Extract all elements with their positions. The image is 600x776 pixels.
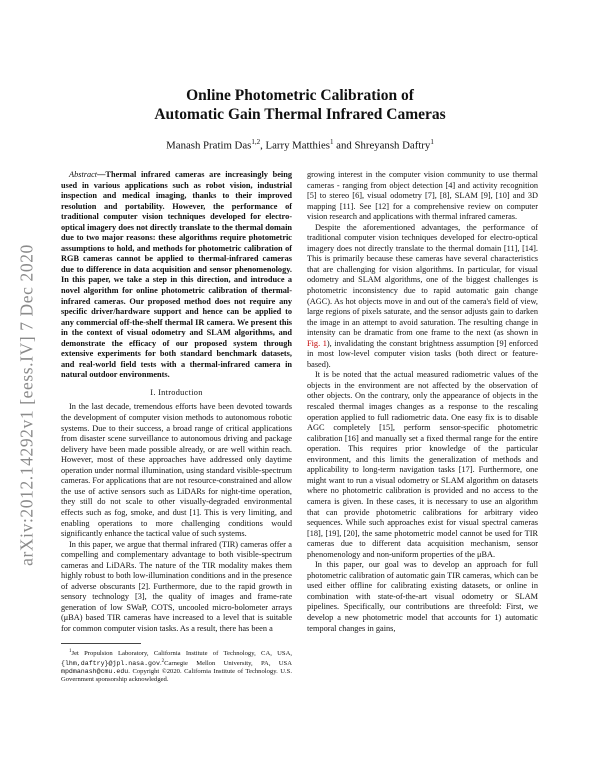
footnote-copyright: . Copyright ©2020. California Institute of Technology. U.S. Government sponsorship acknowledged. <box>61 668 292 684</box>
left-column <box>61 170 292 684</box>
intro-paragraph-2: In this paper, we argue that thermal infrared (TIR) cameras offer a compelling and complementary advantage to both visible-spectrum cameras and LiDARs. The nature of the TIR modality makes them highly robust to both low-illumination conditions and in the presence of adverse obscurants [2]. Furthermore, due to the rapid growth in sensory technology [3], the quality of images and frame-rate generation of low SWaP, COTS, uncooled micro-bolometer arrays (μBA) based TIR cameras have increased to a level that is suitable for common computer vision tasks. As a result, there has been a <box>61 539 292 633</box>
author-2-affil: 1 <box>329 138 334 146</box>
author-1: Manash Pratim Das <box>166 139 252 152</box>
footnote-sup-1: 1 <box>69 648 72 654</box>
right-column <box>307 170 538 634</box>
author-list <box>60 138 540 152</box>
intro-paragraph-6: In this paper, our goal was to develop an approach for full photometric calibration of automatic gain TIR cameras, which can be used either offline for calibrating existing datasets, or online in combination with state-of-the-art visual odometry or SLAM pipelines. Specifically, our contributions are threefold: First, we develop a new photometric model that accounts for 1) automatic temporal changes in gains, <box>307 560 538 633</box>
section-heading-introduction: I. Introduction <box>150 387 203 397</box>
intro-paragraph-4-end: ), invalidating the constant brightness assumption [9] enforced in most low-level computer vision tasks (both direct or feature-based). <box>307 338 538 369</box>
paper-title <box>60 86 540 124</box>
footnote-email-jpl: {lhm,daftry}@jpl.nasa.gov <box>61 659 160 667</box>
author-2: , Larry Matthies <box>260 139 330 152</box>
intro-paragraph-3: growing interest in the computer vision community to use thermal cameras - ranging from object detection [4] and activity recognition [5] to stereo [6], visual odometry [7], [8], SLAM [9], [10] and 3D mapping [11]. See [12] for a comprehensive review on computer vision research and applications with thermal infrared cameras. <box>307 170 538 222</box>
abstract <box>61 170 292 381</box>
footnote-divider <box>61 643 141 644</box>
intro-paragraph-4 <box>307 223 538 371</box>
abstract-label: Abstract <box>69 170 98 179</box>
title-line-2: Automatic Gain Thermal Infrared Cameras <box>154 106 446 123</box>
author-1-affil: 1,2 <box>251 138 261 146</box>
footnote-sup-2: 2 <box>161 658 165 664</box>
abstract-text: —Thermal infrared cameras are increasingly being used in various applications such as robot vision, industrial inspection and medical imaging, thanks to their improved resolution and portability. However, the performance of traditional computer vision techniques developed for electro-optical imagery does not directly translate to the thermal domain due to two major reasons: these algorithms require photometric assumptions to hold, and methods for photometric calibration of RGB cameras cannot be applied to thermal-infrared cameras due to difference in data acquisition and sensor phenomenology. In this paper, we take a step in this direction, and introduce a novel algorithm for online photometric calibration of thermal-infrared cameras. Our proposed method does not require any specific driver/hardware support and hence can be applied to any commercial off-the-shelf thermal IR camera. We present this in the context of visual odometry and SLAM algorithms, and demonstrate the efficacy of our proposed system through extensive experiments for both standard benchmark datasets, and real-world field tests with a thermal-infrared camera in natural outdoor environments. <box>61 170 292 380</box>
footnote-email-cmu: mpdmanash@cmu.edu <box>61 668 129 676</box>
arxiv-stamp-text: arXiv:2012.14292v1 [eess.IV] 7 Dec 2020 <box>16 244 37 566</box>
footnote-cmu: Carnegie Mellon University, PA, USA <box>164 659 292 667</box>
title-line-1: Online Photometric Calibration of <box>186 87 414 104</box>
intro-paragraph-1: In the last decade, tremendous efforts have been devoted towards the development of computer vision methods to autonomous robotic systems. Due to their success, a broad range of critical applications from disaster scene surveillance to autonomous driving and package delivery have been made possible already, or are well within reach. However, most of these approaches have addressed only daytime operation under normal illumination, using standard visible-spectrum cameras. For applications that are not resource-constrained and allow the use of active sensors such as LiDARs for night-time operation, they still do not scale to other visually-degraded environmental effects such as fog, smoke, and dust [1]. This is very limiting, and enabling operations to more challenging conditions would significantly enhance the tactical value of such systems. <box>61 402 292 539</box>
author-3: and Shreyansh Daftry <box>333 139 431 152</box>
footnote-jpl: Jet Propulsion Laboratory, California Institute of Technology, CA, USA, <box>71 649 292 657</box>
arxiv-stamp <box>18 225 36 585</box>
intro-paragraph-4-start: Despite the aforementioned advantages, the performance of traditional computer vision techniques developed for electro-optical imagery does not directly translate to the thermal domain [11], [14]. This is primarily because these cameras have several characteristics that are challenging for vision algorithms. In particular, for visual odometry and SLAM algorithms, one of the biggest challenges is photometric inconsistency due to rapid automatic gain change (AGC). As hot objects move in and out of the camera's field of view, large regions of pixels saturate, and the sensor adjusts gain to darken the image in an attempt to avoid saturation. The resulting change in intensity can be dramatic from one frame to the next (as shown in <box>307 222 538 338</box>
figure-1-link[interactable]: Fig. 1 <box>307 338 327 348</box>
footnote-sep: . <box>159 659 162 667</box>
author-3-affil: 1 <box>430 138 434 146</box>
intro-paragraph-5: It is be noted that the actual measured radiometric values of the objects in the environment are not affected by the observation of other objects. On the contrary, only the appearance of objects in the rescaled thermal images changes as a response to the rescaling operation applied to full radiometric data. One easy fix is to disable AGC completely [15], perform sensor-specific photometric calibration [16] and manually set a fixed thermal range for the entire operation. This requires prior knowledge of the particular environment, and this limits the generalization of methods and applicability to long-term navigation tasks [17]. Furthermore, one might want to run a visual odometry or SLAM algorithm on datasets where no photometric calibration is provided and no access to the camera is given. In these cases, it is necessary to use an algorithm that can provide photometric calibrations for arbitrary video sequences. While such approaches exist for visual spectral cameras [18], [19], [20], the same photometric model cannot be used for TIR cameras due to different data acquisition mechanism, sensor phenomenology and non-uniform properties of the μBA. <box>307 370 538 559</box>
affiliation-footnote <box>61 648 292 685</box>
